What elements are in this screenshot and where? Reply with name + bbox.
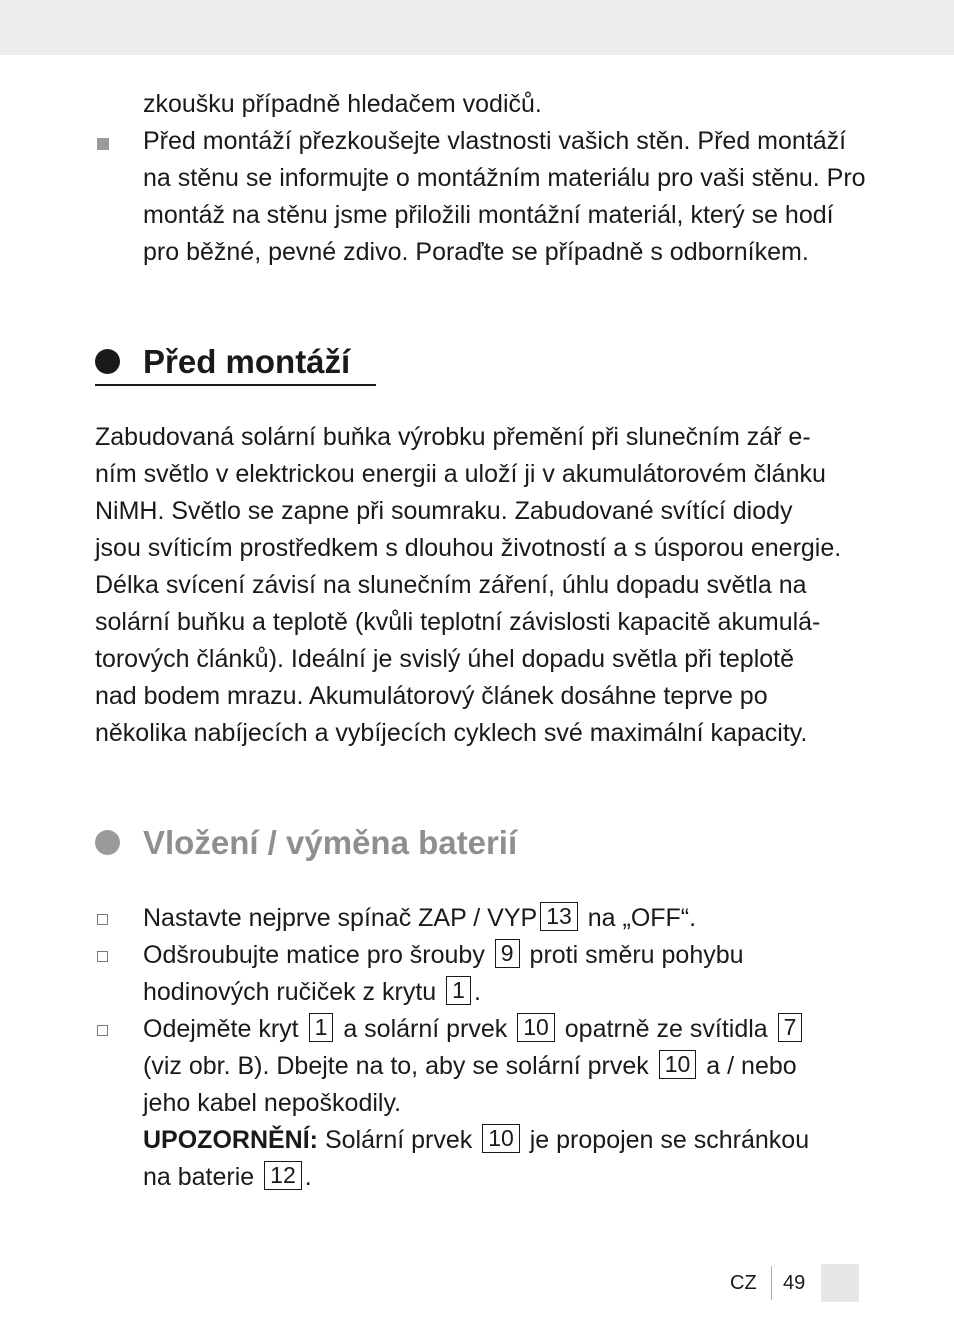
intro-line: zkoušku případně hledačem vodičů. — [143, 90, 542, 118]
step-3-line-3: jeho kabel nepoškodily. — [143, 1089, 402, 1117]
reference-number: 1 — [446, 976, 471, 1005]
step-2-line-1: Odšroubujte matice pro šrouby 9 proti směru pohybu — [143, 940, 744, 969]
reference-number: 13 — [540, 902, 578, 931]
step-3-line-1: Odejměte kryt 1 a solární prvek 10 opatrně ze svítidla 7 — [143, 1011, 863, 1048]
step-3-warning-line: UPOZORNĚNÍ: Solární prvek 10 je propojen se schránkou — [143, 1125, 810, 1154]
paragraph-line-5: Délka svícení závisí na slunečním záření, úhlu dopadu světla na — [95, 571, 807, 599]
intro-bullet-line-1: Před montáží přezkoušejte vlastnosti vašich stěn. Před montáží — [143, 127, 847, 155]
title-underline — [95, 384, 376, 386]
checkbox-square-icon — [97, 951, 108, 962]
section-title-pred-montazi: Před montáží — [143, 343, 351, 380]
footer-divider — [771, 1266, 772, 1300]
checkbox-square-icon — [97, 914, 108, 925]
paragraph-line-3: NiMH. Světlo se zapne při soumraku. Zabudované svítící diody — [95, 497, 793, 525]
step-2-line-2: hodinových ručiček z krytu 1 . — [143, 977, 481, 1006]
reference-number: 1 — [309, 1013, 334, 1042]
reference-number: 10 — [482, 1124, 520, 1153]
paragraph-line-9: několika nabíjecích a vybíjecích cyklech své maximální kapacity. — [95, 719, 808, 747]
reference-number: 7 — [778, 1013, 803, 1042]
paragraph-line-1: Zabudovaná solární buňka výrobku přemění při slunečním zář e- — [95, 423, 811, 451]
reference-number: 9 — [495, 939, 520, 968]
intro-bullet-line-3: montáž na stěnu jsme přiložili montážní materiál, který se hodí — [143, 201, 834, 229]
intro-bullet-line-4: pro běžné, pevné zdivo. Poraďte se případně s odborníkem. — [143, 238, 809, 266]
reference-number: 10 — [659, 1050, 697, 1079]
bullet-square-icon — [97, 138, 109, 150]
reference-number: 10 — [517, 1013, 555, 1042]
page-number: 49 — [783, 1272, 806, 1294]
paragraph-line-4: jsou svíticím prostředkem s dlouhou životností a s úsporou energie. — [95, 534, 842, 562]
checkbox-square-icon — [97, 1025, 108, 1036]
top-bar — [0, 0, 954, 55]
intro-bullet-line-2: na stěnu se informujte o montážním materiálu pro vaši stěnu. Pro — [143, 164, 866, 192]
footer-tab-marker — [821, 1264, 859, 1302]
footer-language: CZ — [730, 1272, 757, 1294]
section-bullet-icon — [95, 349, 120, 374]
section-bullet-icon — [95, 830, 120, 855]
paragraph-line-8: nad bodem mrazu. Akumulátorový článek dosáhne teprve po — [95, 682, 768, 710]
section-title-vlozeni-vymena-baterii: Vložení / výměna baterií — [143, 824, 518, 861]
step-1-line-1: Nastavte nejprve spínač ZAP / VYP 13 na „OFF“. — [143, 903, 697, 932]
paragraph-line-2: ním světlo v elektrickou energii a uloží ji v akumulátorovém článku — [95, 460, 826, 488]
step-3-warning-line-2: na baterie 12 . — [143, 1162, 312, 1191]
warning-label: UPOZORNĚNÍ: — [143, 1126, 318, 1154]
paragraph-line-6: solární buňku a teplotě (kvůli teplotní závislosti kapacitě akumulá- — [95, 608, 821, 636]
paragraph-line-7: torových článků). Ideální je svislý úhel dopadu světla při teplotě — [95, 645, 794, 673]
step-3-line-2: (viz obr. B). Dbejte na to, aby se solární prvek 10 a / nebo — [143, 1051, 797, 1080]
reference-number: 12 — [264, 1161, 302, 1190]
